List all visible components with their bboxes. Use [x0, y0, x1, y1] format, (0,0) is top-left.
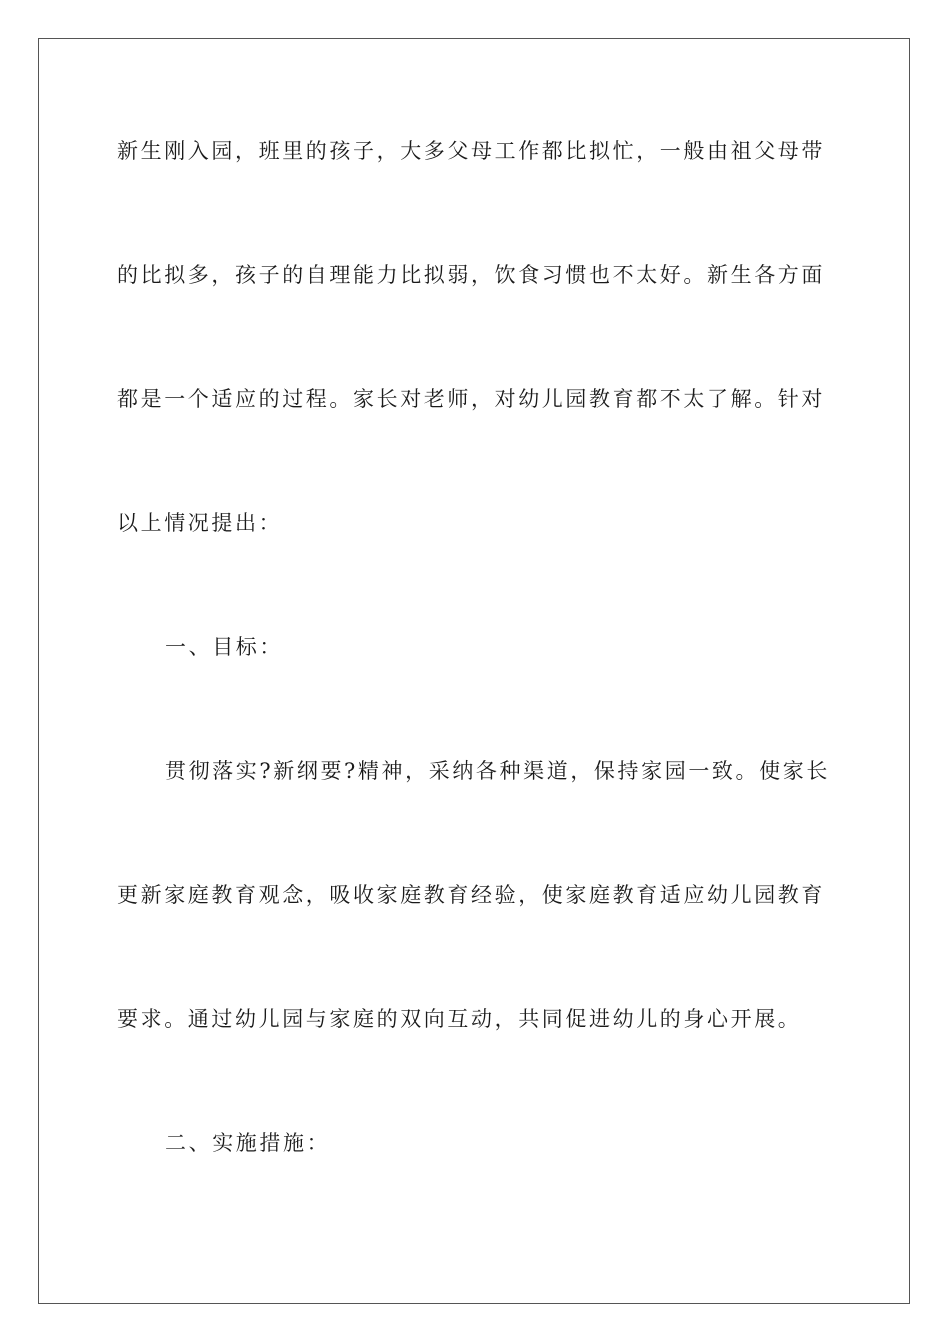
- section-heading-goals: 一、目标：: [165, 635, 283, 659]
- paragraph-line: 贯彻落实?新纲要?精神，采纳各种渠道，保持家园一致。使家长: [165, 759, 830, 783]
- section-heading-measures: 二、实施措施：: [165, 1131, 331, 1155]
- paragraph-line: 更新家庭教育观念，吸收家庭教育经验，使家庭教育适应幼儿园教育: [117, 883, 825, 907]
- paragraph-line: 的比拟多，孩子的自理能力比拟弱，饮食习惯也不太好。新生各方面: [117, 263, 825, 287]
- paragraph-line: 都是一个适应的过程。家长对老师，对幼儿园教育都不太了解。针对: [117, 387, 825, 411]
- paragraph-line: 以上情况提出：: [117, 511, 283, 535]
- paragraph-line: 新生刚入园，班里的孩子，大多父母工作都比拟忙，一般由祖父母带: [117, 139, 825, 163]
- page-border: [38, 38, 910, 1304]
- paragraph-line: 要求。通过幼儿园与家庭的双向互动，共同促进幼儿的身心开展。: [117, 1007, 802, 1031]
